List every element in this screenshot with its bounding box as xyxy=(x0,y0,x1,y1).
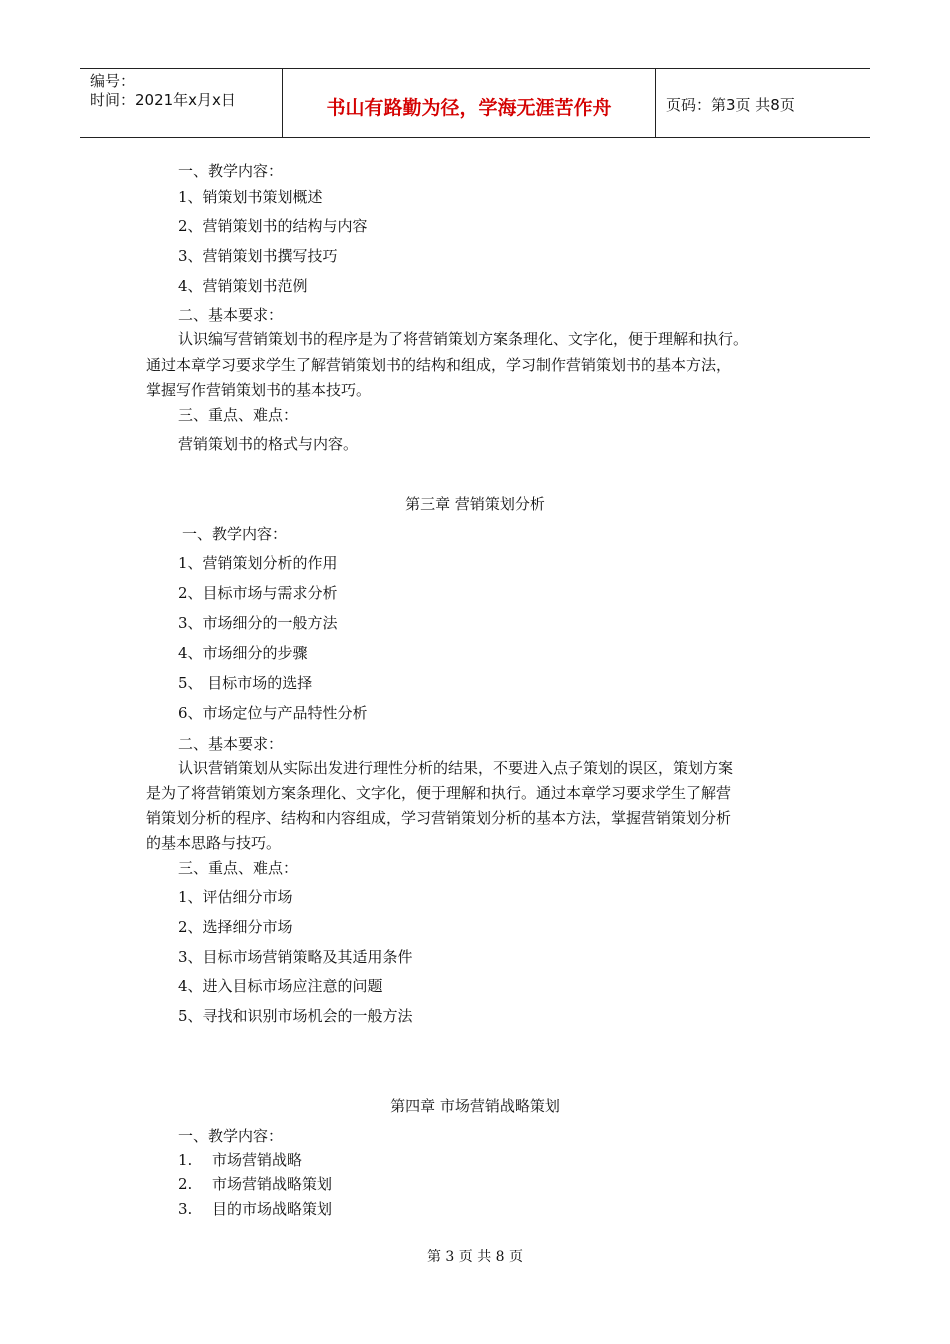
list-item: 4、进入目标市场应注意的问题 xyxy=(178,977,383,995)
chapter-title: 第四章 市场营销战略策划 xyxy=(390,1097,560,1115)
document-header xyxy=(80,68,870,138)
paragraph-line: 掌握写作营销策划书的基本技巧。 xyxy=(146,381,372,399)
list-item: 3、营销策划书撰写技巧 xyxy=(178,247,338,265)
list-item: 5、寻找和识别市场机会的一般方法 xyxy=(178,1007,413,1025)
list-item xyxy=(178,1150,302,1170)
motto: 书山有路勤为径，学海无涯苦作舟 xyxy=(326,97,612,119)
serial-label: 编号： xyxy=(90,72,136,90)
section-heading-key-points: 三、重点、难点： xyxy=(178,859,299,877)
paragraph-line: 认识营销策划从实际出发进行理性分析的结果，不要进入点子策划的误区，策划方案 xyxy=(178,759,734,777)
section-heading-content: 一、教学内容： xyxy=(178,162,284,180)
list-number: 2. xyxy=(178,1175,193,1193)
paragraph-line: 营销策划书的格式与内容。 xyxy=(178,435,359,453)
list-item: 2、选择细分市场 xyxy=(178,918,293,936)
header-meta-cell xyxy=(80,69,283,137)
list-item: 4、营销策划书范例 xyxy=(178,277,308,295)
paragraph-line: 销策划分析的程序、结构和内容组成，学习营销策划分析的基本方法，掌握营销策划分析 xyxy=(146,809,732,827)
paragraph-line: 是为了将营销策划方案条理化、文字化，便于理解和执行。通过本章学习要求学生了解营 xyxy=(146,784,732,802)
header-motto-cell xyxy=(283,69,656,137)
section-heading-content: 一、教学内容： xyxy=(182,525,288,543)
list-item: 3、市场细分的一般方法 xyxy=(178,614,338,632)
list-item: 4、市场细分的步骤 xyxy=(178,644,308,662)
section-heading-content: 一、教学内容： xyxy=(178,1127,284,1145)
list-item: 6、市场定位与产品特性分析 xyxy=(178,704,368,722)
list-item: 3、目标市场营销策略及其适用条件 xyxy=(178,948,413,966)
section-heading-requirements: 二、基本要求： xyxy=(178,735,284,753)
list-item: 2、目标市场与需求分析 xyxy=(178,584,338,602)
list-item: 1、销策划书策划概述 xyxy=(178,188,323,206)
list-item xyxy=(178,1199,332,1219)
chapter-title: 第三章 营销策划分析 xyxy=(405,495,545,513)
list-item xyxy=(178,1174,332,1194)
list-item: 5、 目标市场的选择 xyxy=(178,674,313,692)
list-number: 1. xyxy=(178,1151,193,1169)
header-page-cell xyxy=(656,69,870,137)
paragraph-line: 通过本章学习要求学生了解营销策划书的结构和组成，学习制作营销策划书的基本方法， xyxy=(146,356,732,374)
paragraph-line: 的基本思路与技巧。 xyxy=(146,834,282,852)
list-item: 2、营销策划书的结构与内容 xyxy=(178,217,368,235)
list-number: 3. xyxy=(178,1200,193,1218)
time-label: 时间：2021年x月x日 xyxy=(90,91,236,109)
section-heading-requirements: 二、基本要求： xyxy=(178,306,284,324)
section-heading-key-points: 三、重点、难点： xyxy=(178,406,299,424)
page-footer: 第 3 页 共 8 页 xyxy=(426,1249,524,1265)
paragraph-line: 认识编写营销策划书的程序是为了将营销策划方案条理化、文字化，便于理解和执行。 xyxy=(178,330,749,348)
list-item: 1、营销策划分析的作用 xyxy=(178,554,338,572)
list-item: 1、评估细分市场 xyxy=(178,888,293,906)
list-text: 市场营销战略策划 xyxy=(212,1175,333,1193)
list-text: 市场营销战略 xyxy=(212,1151,303,1169)
list-text: 目的市场战略策划 xyxy=(212,1200,333,1218)
page-code: 页码：第3页 共8页 xyxy=(666,96,795,114)
